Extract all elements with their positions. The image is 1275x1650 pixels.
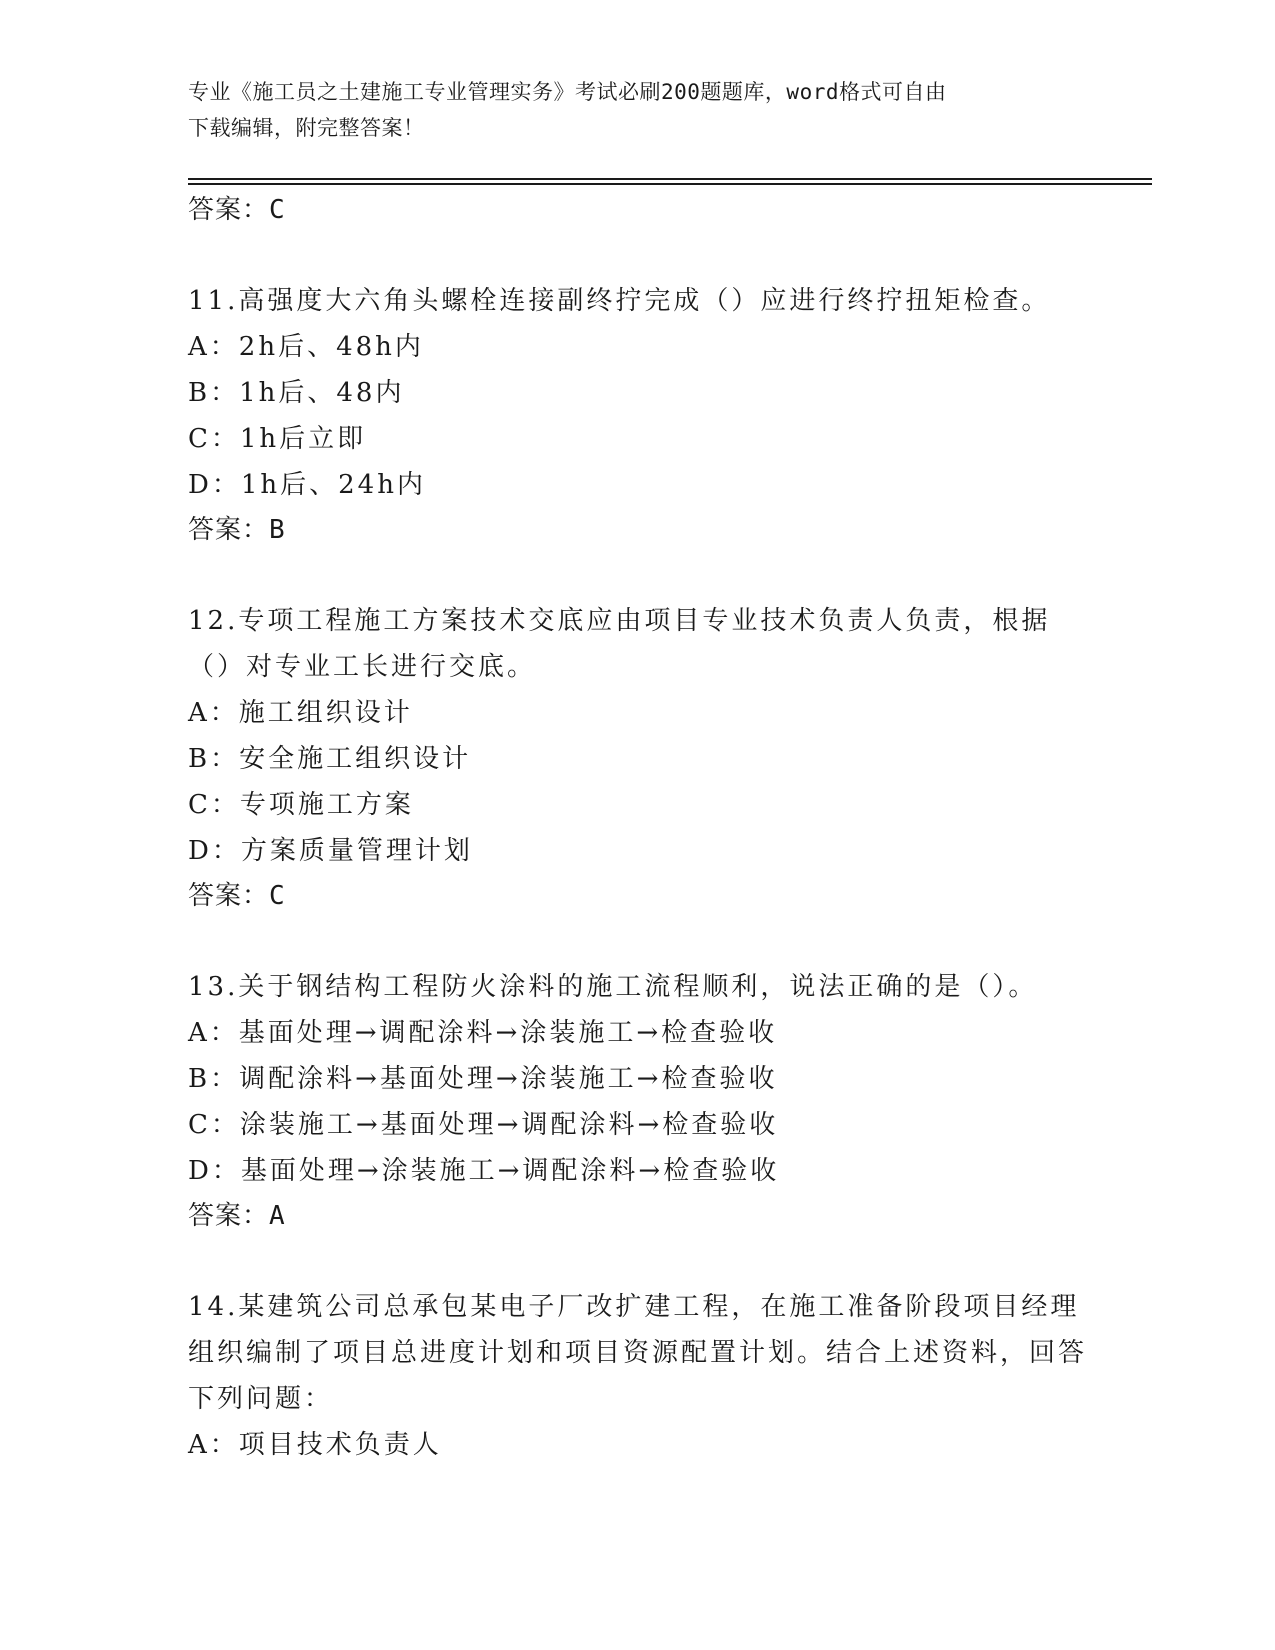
option-c: C：涂装施工→基面处理→调配涂料→检查验收 [188,1110,779,1140]
option-d: D：方案质量管理计划 [188,836,473,866]
header-line-1: 专业《施工员之土建施工专业管理实务》考试必刷200题题库，word格式可自由 [188,80,947,104]
answer: 答案：C [188,881,286,911]
option-c: C：1h后立即 [188,424,367,454]
question-14 [188,1284,1088,1468]
option-a: A：基面处理→调配涂料→涂装施工→检查验收 [188,1018,778,1048]
option-b: B：安全施工组织设计 [188,744,472,774]
question-11 [188,278,1088,552]
option-a: A：项目技术负责人 [188,1430,442,1460]
header-rule-top [188,178,1152,180]
question-list [188,188,1088,1468]
option-c: C：专项施工方案 [188,790,414,820]
option-d: D：基面处理→涂装施工→调配涂料→检查验收 [188,1156,780,1186]
option-a: A：施工组织设计 [188,698,413,728]
header-line-2: 下载编辑，附完整答案！ [188,116,425,140]
option-b: B：调配涂料→基面处理→涂装施工→检查验收 [188,1064,778,1094]
question-stem: 13.关于钢结构工程防火涂料的施工流程顺利，说法正确的是（）。 [188,972,1038,1002]
previous-answer: 答案：C [188,195,286,225]
question-stem: 14.某建筑公司总承包某电子厂改扩建工程，在施工准备阶段项目经理组织编制了项目总进度计划和项目资源配置计划。结合上述资料，回答下列问题： [188,1292,1088,1414]
answer: 答案：B [188,515,286,545]
answer: 答案：A [188,1201,286,1231]
question-13 [188,964,1088,1238]
question-stem: 12.专项工程施工方案技术交底应由项目专业技术负责人负责，根据（）对专业工长进行交底。 [188,606,1051,682]
option-b: B：1h后、48内 [188,378,405,408]
header-note [188,74,1068,146]
option-a: A：2h后、48h内 [188,332,424,362]
question-stem: 11.高强度大六角头螺栓连接副终拧完成（）应进行终拧扭矩检查。 [188,286,1051,316]
option-d: D：1h后、24h内 [188,470,426,500]
header-rule-bottom [188,183,1152,185]
question-12 [188,598,1088,918]
